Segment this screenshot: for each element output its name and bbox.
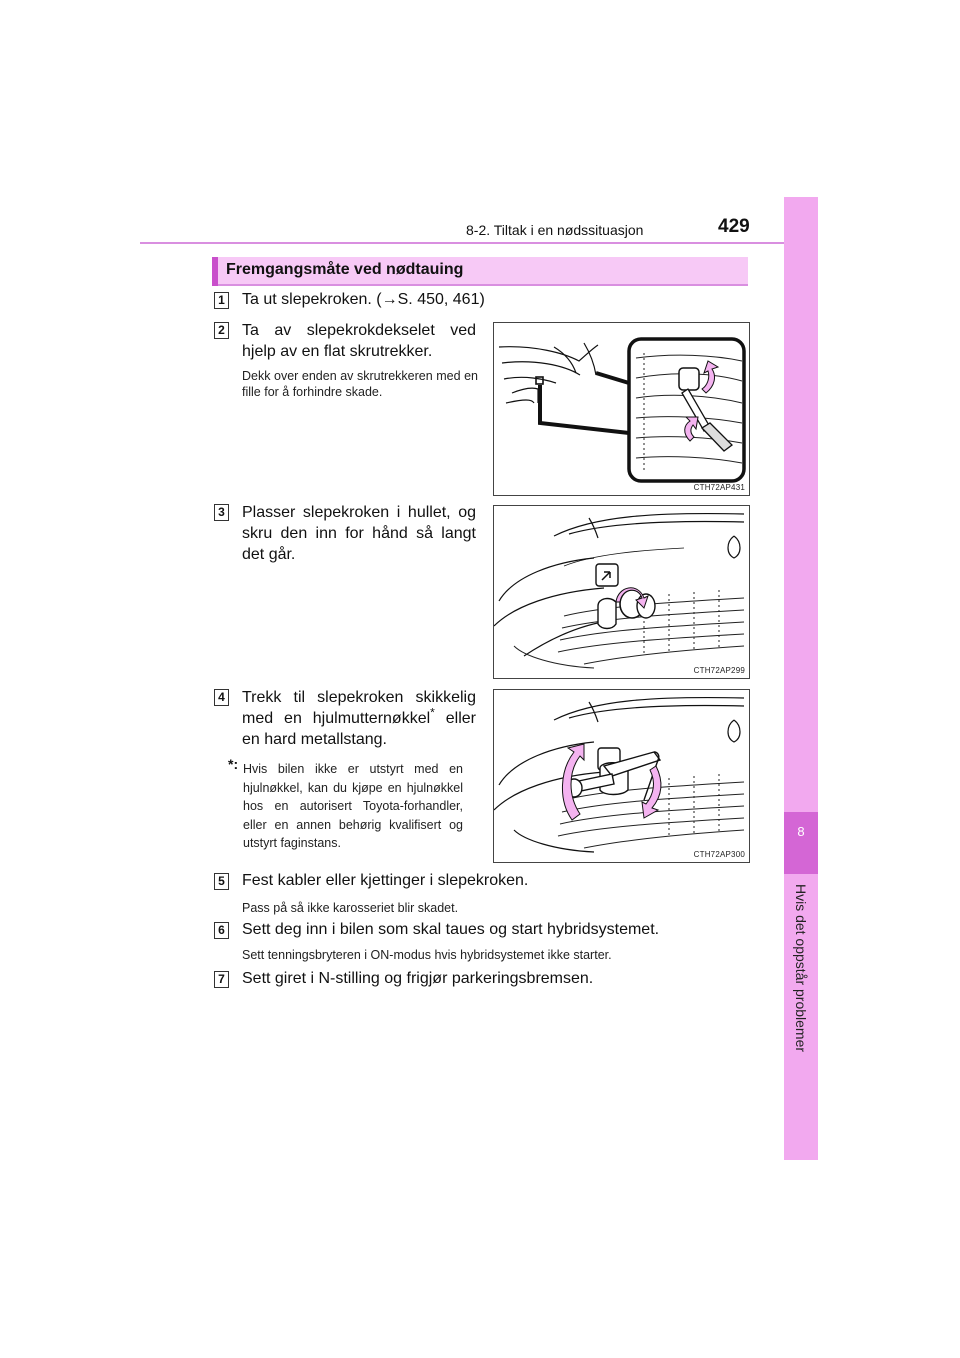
footnote-mark: *: xyxy=(228,756,239,772)
step-number-1: 1 xyxy=(214,292,229,309)
step-text-1: Ta ut slepekroken. (→S. 450, 461) xyxy=(242,291,485,308)
step-text-7: Sett giret i N-stilling og frigjør parkeringsbremsen. xyxy=(242,970,594,987)
step-note-2: Dekk over enden av skrutrekkeren med en fille for å forhindre skade. xyxy=(242,369,478,399)
step-text-3: Plasser slepekroken i hullet, og skru den inn for hånd så langt det går. xyxy=(242,504,476,563)
chapter-number: 8 xyxy=(797,824,805,839)
step-number-5: 5 xyxy=(214,873,229,890)
figure-insert-hook-drawing xyxy=(494,506,749,678)
step-number-4: 4 xyxy=(214,689,229,706)
figure-insert-hook xyxy=(493,505,750,679)
step-number-3: 3 xyxy=(214,504,229,521)
chapter-number-block xyxy=(784,812,818,874)
step-note-6: Sett tenningsbryteren i ON-modus hvis hybridsystemet ikke starter. xyxy=(242,948,612,962)
figure-remove-cover xyxy=(493,322,750,496)
step-text-4-asterisk: * xyxy=(430,705,435,720)
header-divider xyxy=(140,242,818,244)
figure-remove-cover-drawing xyxy=(494,323,749,495)
footnote-text: Hvis bilen ikke er utstyrt med en hjulnøkkel, kan du kjøpe en hjulnøkkel hos en autorisert Toyota-forhandler, eller en annen behørig kvalifisert og utstyrt faginstans. xyxy=(243,762,463,850)
step-number-7: 7 xyxy=(214,971,229,988)
step-text-5: Fest kabler eller kjettinger i slepekroken. xyxy=(242,872,529,889)
step-text-4-main: Trekk til slepekroken skikkelig med en hjulmutternøkkel xyxy=(242,689,476,727)
figure-tighten-hook-drawing xyxy=(494,690,749,862)
section-title: 8-2. Tiltak i en nødssituasjon xyxy=(466,222,644,238)
figure-code-2: CTH72AP299 xyxy=(693,666,745,675)
step-number-2: 2 xyxy=(214,322,229,339)
chapter-label: Hvis det oppstår problemer xyxy=(793,883,809,1053)
procedure-title: Fremgangsmåte ved nødtauing xyxy=(226,261,464,278)
step-text-4 xyxy=(242,687,476,750)
figure-code-3: CTH72AP300 xyxy=(693,850,745,859)
figure-tighten-hook xyxy=(493,689,750,863)
step-text-4-end: eller en hard metallstang. xyxy=(242,710,476,748)
title-accent xyxy=(212,257,218,286)
step-note-5: Pass på så ikke karosseriet blir skadet. xyxy=(242,901,459,915)
step-number-6: 6 xyxy=(214,922,229,939)
figure-code-1: CTH72AP431 xyxy=(693,483,745,492)
step-text-6: Sett deg inn i bilen som skal taues og start hybridsystemet. xyxy=(242,921,660,938)
step-text-2: Ta av slepekrokdekselet ved hjelp av en flat skrutrekker. xyxy=(242,322,476,360)
page-number: 429 xyxy=(718,216,750,237)
